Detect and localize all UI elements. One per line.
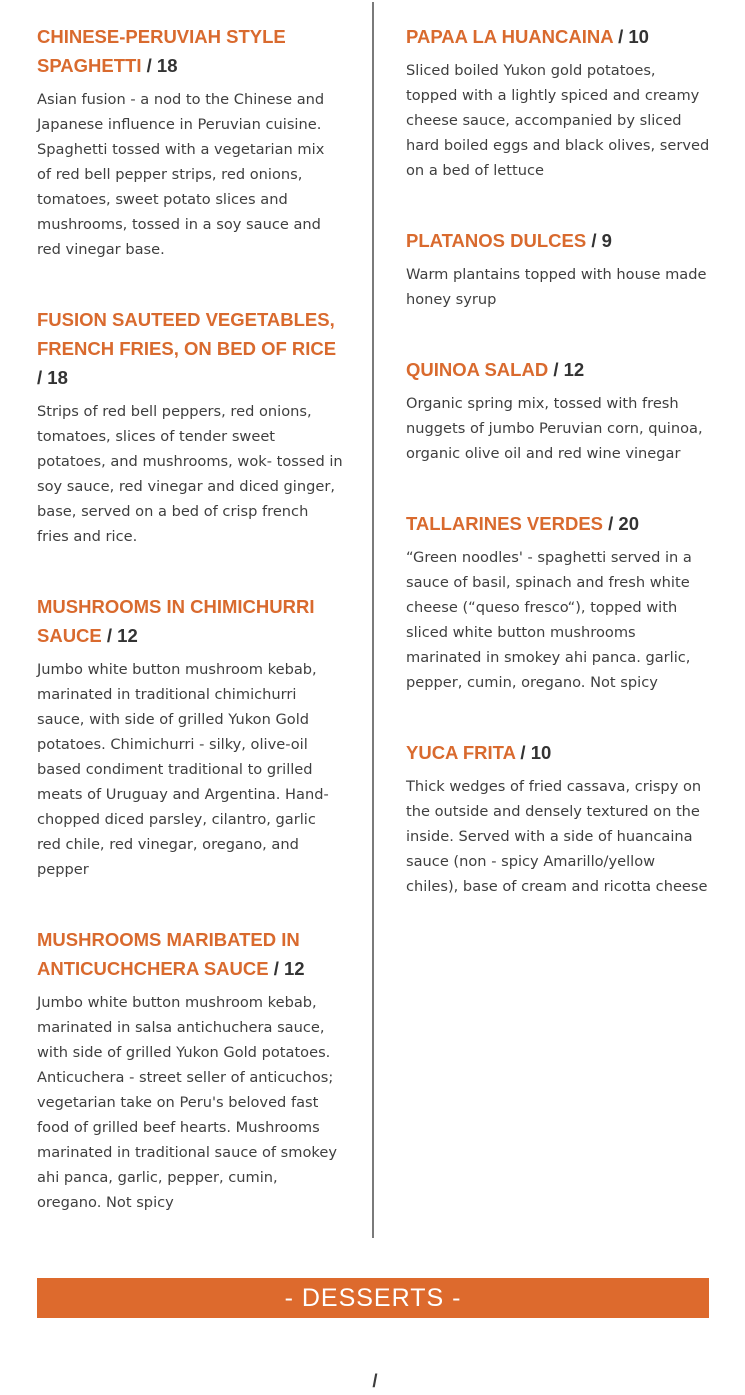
menu-item-title [406,226,711,255]
menu-item-title [37,305,343,392]
menu-item-title [37,22,343,80]
menu-item-price: / 12 [106,625,138,646]
menu-item-description: Asian fusion - a nod to the Chinese and Japanese influence in Peruvian cuisine. Spaghetti tossed with a vegetarian mix of red bell pepper strips, red onions, tomatoes, sweet potato slices and mushrooms, tossed in a soy sauce and red vinegar base. [37,91,325,258]
menu-item-title [406,509,711,538]
menu-item-name: PLATANOS DULCES [406,230,587,251]
desserts-section-banner: - DESSERTS - [37,1278,709,1318]
menu-item [37,925,343,1215]
menu-item [406,509,711,695]
menu-item-price: / 10 [618,26,649,47]
menu-item-price: / [372,1370,378,1391]
menu-item-price: / 18 [37,367,68,388]
menu-item-title [37,925,343,983]
menu-item [406,355,711,466]
menu-item [406,738,711,899]
menu-item-title-partial [240,1366,510,1391]
menu-item-description: Organic spring mix, tossed with fresh nuggets of jumbo Peruvian corn, quinoa, organic olive oil and red wine vinegar [406,395,703,462]
menu-item-name: QUINOA SALAD [406,359,549,380]
menu-item-description: Jumbo white button mushroom kebab, marinated in salsa antichuchera sauce, with side of grilled Yukon Gold potatoes. Anticuchera - street seller of anticuchos; vegetarian take on Peru's beloved fast food of grilled beef hearts. Mushrooms marinated in traditional sauce of smokey ahi panca, garlic, pepper, cumin, oregano. Not spicy [37,994,337,1211]
menu-item [37,592,343,882]
menu-item-name: YUCA FRITA [406,742,516,763]
menu-item-price: / 12 [273,958,305,979]
menu-item-name: MUSHROOMS IN CHIMICHURRI SAUCE [37,596,315,646]
menu-item-title [406,738,711,767]
menu-item-price: / 20 [608,513,640,534]
menu-item-description: Strips of red bell peppers, red onions, tomatoes, slices of tender sweet potatoes, and mushrooms, wok- tossed in soy sauce, red vinegar and diced ginger, base, served on a bed of crisp french fries and rice. [37,403,343,545]
menu-item [37,305,343,549]
menu-item-price: / 10 [520,742,552,763]
menu-item-description: Thick wedges of fried cassava, crispy on the outside and densely textured on the inside. Served with a side of huancaina sauce (non - spicy Amarillo/yellow chiles), base of cream and ricotta cheese [406,778,708,895]
menu-item-title [406,355,711,384]
column-divider [372,2,374,1238]
menu-item-name: TALLARINES VERDES [406,513,604,534]
menu-item-name: PAPAA LA HUANCAINA [406,26,613,47]
menu-item-price: / 9 [591,230,612,251]
menu-item [406,22,711,183]
menu-item-title [406,22,711,51]
menu-item [37,22,343,262]
menu-item-description: Warm plantains topped with house made honey syrup [406,266,707,308]
menu-item-name: CHINESE-PERUVIAH STYLE SPAGHETTI [37,26,286,76]
menu-item-title [37,592,343,650]
menu-item-price: / 18 [146,55,178,76]
menu-item [406,226,711,312]
menu-item-name: MUSHROOMS MARIBATED IN ANTICUCHCHERA SAUCE [37,929,300,979]
menu-item-description: “Green noodles' - spaghetti served in a sauce of basil, spinach and fresh white cheese (“queso fresco“), topped with sliced white button mushrooms marinated in smokey ahi panca. garlic, pepper, cumin, oregano. Not spicy [406,549,692,691]
menu-item-description: Jumbo white button mushroom kebab, marinated in traditional chimichurri sauce, with side of grilled Yukon Gold potatoes. Chimichurri - silky, olive-oil based condiment traditional to grilled meats of Uruguay and Argentina. Hand-chopped diced parsley, cilantro, garlic red chile, red vinegar, oregano, and pepper [37,661,329,878]
menu-item-price: / 12 [553,359,585,380]
menu-item-name: FUSION SAUTEED VEGETABLES, FRENCH FRIES, ON BED OF RICE [37,309,337,359]
menu-item-description: Sliced boiled Yukon gold potatoes, topped with a lightly spiced and creamy cheese sauce, accompanied by sliced hard boiled eggs and black olives, served on a bed of lettuce [406,62,710,179]
